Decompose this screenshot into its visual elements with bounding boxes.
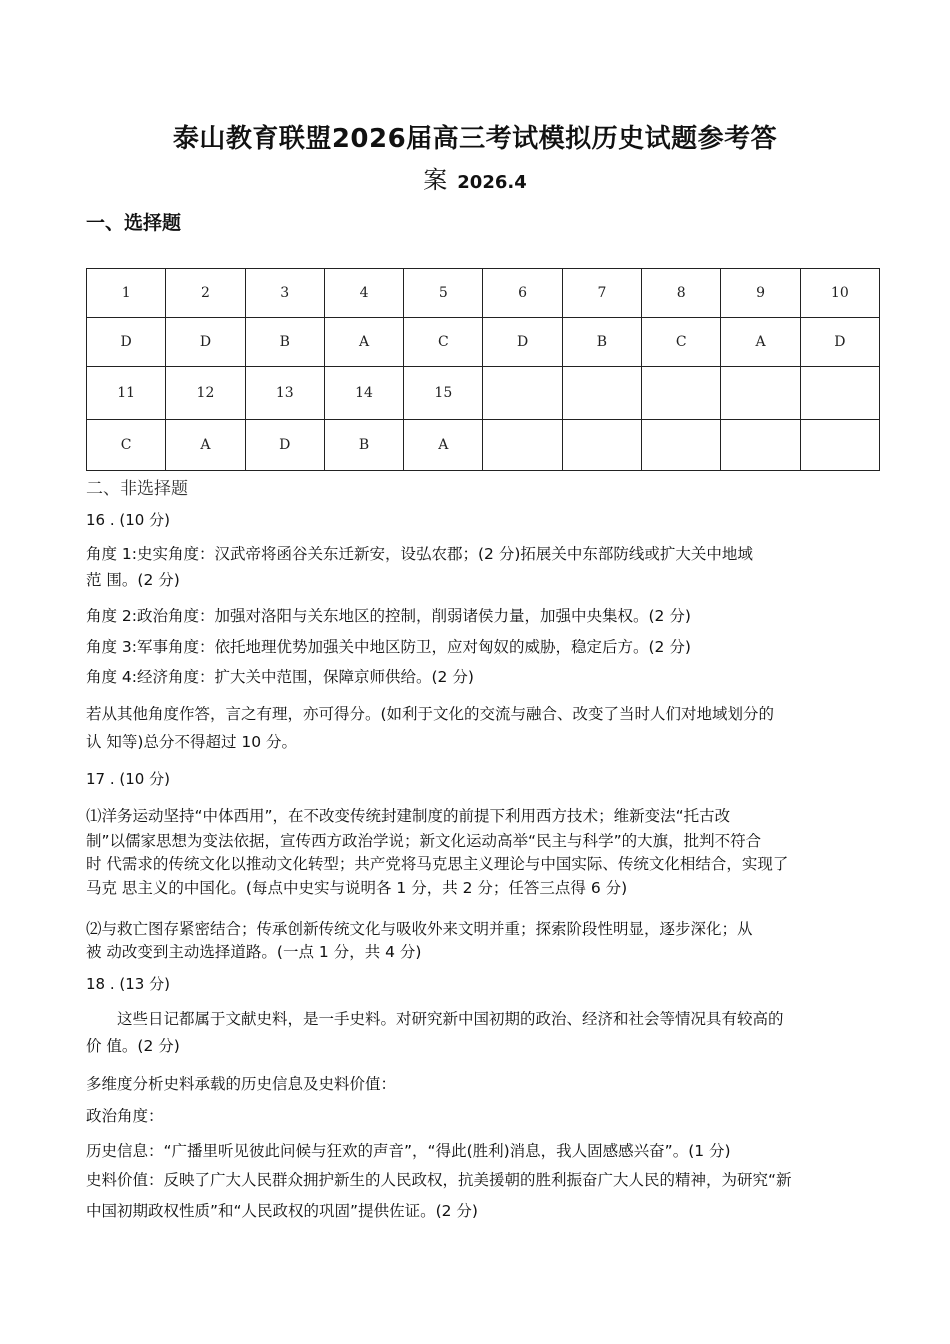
document-title: 泰山教育联盟2026届高三考试模拟历史试题参考答 bbox=[172, 124, 778, 154]
question-number-cell: 15 bbox=[404, 367, 483, 420]
table-row bbox=[87, 318, 880, 367]
question-number-cell: 13 bbox=[245, 367, 324, 420]
answer-cell: D bbox=[166, 318, 245, 367]
answer-table bbox=[86, 268, 880, 471]
answer-line: 政治角度： bbox=[86, 1107, 164, 1125]
question-number-cell: 12 bbox=[166, 367, 245, 420]
answer-line: 价 值。(2 分) bbox=[86, 1037, 180, 1055]
exam-date: 2026.4 bbox=[457, 172, 527, 193]
question-16-number: 16 . (10 分) bbox=[86, 511, 170, 529]
table-row bbox=[87, 269, 880, 318]
answer-cell: A bbox=[166, 420, 245, 471]
answer-line: 角度 4:经济角度：扩大关中范围，保障京师供给。(2 分) bbox=[86, 668, 474, 686]
question-number-cell: 10 bbox=[800, 269, 879, 318]
answer-line: 范 围。(2 分) bbox=[86, 571, 180, 589]
question-number-cell: 7 bbox=[562, 269, 641, 318]
answer-cell: C bbox=[404, 318, 483, 367]
answer-line: 若从其他角度作答，言之有理，亦可得分。(如利于文化的交流与融合、改变了当时人们对地域划分的 bbox=[86, 705, 775, 723]
question-number-cell: 3 bbox=[245, 269, 324, 318]
empty-cell bbox=[483, 420, 562, 471]
empty-cell bbox=[800, 420, 879, 471]
answer-line: 史料价值：反映了广大人民群众拥护新生的人民政权，抗美援朝的胜利振奋广大人民的精神，为研究“新 bbox=[86, 1171, 792, 1189]
empty-cell bbox=[562, 367, 641, 420]
answer-line: 角度 3:军事角度：依托地理优势加强关中地区防卫，应对匈奴的威胁，稳定后方。(2 分) bbox=[86, 638, 691, 656]
question-number-cell: 14 bbox=[324, 367, 403, 420]
question-number-cell: 6 bbox=[483, 269, 562, 318]
answer-cell: B bbox=[562, 318, 641, 367]
answer-cell: D bbox=[800, 318, 879, 367]
answer-cell: B bbox=[245, 318, 324, 367]
document-title-continued bbox=[0, 160, 950, 195]
question-number-cell: 9 bbox=[721, 269, 800, 318]
table-row bbox=[87, 367, 880, 420]
answer-line: 角度 1:史实角度：汉武帝将函谷关东迁新安，设弘农郡；(2 分)拓展关中东部防线或扩大关中地域 bbox=[86, 545, 753, 563]
section-heading-multiple-choice: 一、选择题 bbox=[86, 212, 182, 234]
answer-line: 被 动改变到主动选择道路。(一点 1 分，共 4 分) bbox=[86, 943, 422, 961]
question-17-number: 17 . (10 分) bbox=[86, 770, 170, 788]
table-row bbox=[87, 420, 880, 471]
answer-cell: D bbox=[87, 318, 166, 367]
answer-line: 角度 2:政治角度：加强对洛阳与关东地区的控制，削弱诸侯力量，加强中央集权。(2 分) bbox=[86, 607, 691, 625]
answer-cell: A bbox=[721, 318, 800, 367]
answer-cell: A bbox=[404, 420, 483, 471]
answer-cell: C bbox=[642, 318, 721, 367]
answer-line: 中国初期政权性质”和“人民政权的巩固”提供佐证。(2 分) bbox=[86, 1202, 478, 1220]
answer-cell: B bbox=[324, 420, 403, 471]
question-number-cell: 2 bbox=[166, 269, 245, 318]
empty-cell bbox=[721, 420, 800, 471]
empty-cell bbox=[721, 367, 800, 420]
answer-line: 制”以儒家思想为变法依据，宣传西方政治学说；新文化运动高举“民主与科学”的大旗，批判不符合 bbox=[86, 832, 762, 850]
answer-line: ⑴洋务运动坚持“中体西用”，在不改变传统封建制度的前提下利用西方技术；维新变法“托古改 bbox=[86, 807, 731, 825]
question-number-cell: 11 bbox=[87, 367, 166, 420]
answer-cell: D bbox=[245, 420, 324, 471]
answer-cell: C bbox=[87, 420, 166, 471]
answer-cell: D bbox=[483, 318, 562, 367]
answer-line: ⑵与救亡图存紧密结合；传承创新传统文化与吸收外来文明并重；探索阶段性明显，逐步深化；从 bbox=[86, 920, 753, 938]
question-number-cell: 5 bbox=[404, 269, 483, 318]
answer-line: 这些日记都属于文献史料，是一手史料。对研究新中国初期的政治、经济和社会等情况具有较高的 bbox=[117, 1010, 784, 1028]
question-number-cell: 8 bbox=[642, 269, 721, 318]
empty-cell bbox=[800, 367, 879, 420]
answer-cell: A bbox=[324, 318, 403, 367]
answer-line: 时 代需求的传统文化以推动文化转型；共产党将马克思主义理论与中国实际、传统文化相结合，实现了 bbox=[86, 855, 789, 873]
question-number-cell: 1 bbox=[87, 269, 166, 318]
title-tail: 案 bbox=[423, 166, 448, 194]
answer-line: 多维度分析史料承载的历史信息及史料价值： bbox=[86, 1075, 397, 1093]
empty-cell bbox=[642, 420, 721, 471]
question-18-number: 18 . (13 分) bbox=[86, 975, 170, 993]
empty-cell bbox=[562, 420, 641, 471]
question-number-cell: 4 bbox=[324, 269, 403, 318]
section-heading-non-choice: 二、非选择题 bbox=[86, 479, 188, 499]
answer-line: 认 知等)总分不得超过 10 分。 bbox=[86, 733, 298, 751]
empty-cell bbox=[642, 367, 721, 420]
answer-line: 马克 思主义的中国化。(每点中史实与说明各 1 分，共 2 分；任答三点得 6 分) bbox=[86, 879, 628, 897]
answer-line: 历史信息：“广播里听见彼此问候与狂欢的声音”，“得此(胜利)消息，我人固感感兴奋”。(1 分) bbox=[86, 1142, 731, 1160]
empty-cell bbox=[483, 367, 562, 420]
